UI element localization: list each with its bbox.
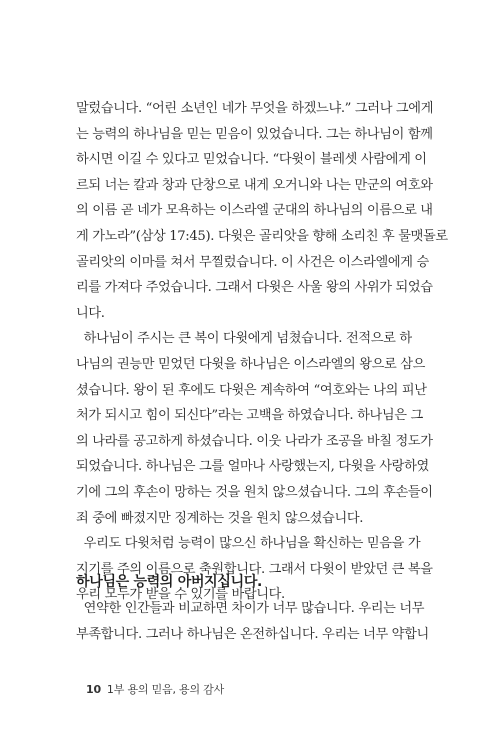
body-line: 기에 그의 후손이 망하는 것을 원치 않으셨습니다. 그의 후손들이 xyxy=(76,484,433,500)
body-line: 부족합니다. 그러나 하나님은 온전하십니다. 우리는 너무 약합니 xyxy=(76,626,429,642)
body-line: 연약한 인간들과 비교하면 차이가 너무 많습니다. 우리는 너무 xyxy=(76,601,425,616)
section-heading: 하나님은 능력의 아버지십니다. xyxy=(76,574,263,590)
body-line: 하나님이 주시는 큰 복이 다윗에게 넘쳤습니다. 전적으로 하 xyxy=(76,331,412,347)
body-line: 우리 모두가 받을 수 있기를 바랍니다. xyxy=(76,587,285,603)
body-line: 리를 가져다 주었습니다. 그래서 다윗은 사울 왕의 사위가 되었습 xyxy=(76,280,433,296)
body-line: 말렀습니다. “어린 소년인 네가 무엇을 하겠느냐.” 그러나 그에게 xyxy=(76,101,434,116)
body-text-block-2 xyxy=(76,596,434,647)
page-footer xyxy=(86,681,224,697)
body-line: 하시면 이길 수 있다고 믿었습니다. “다윗이 블레셋 사람에게 이 xyxy=(76,152,427,168)
body-line: 처가 되시고 힘이 되신다”라는 고백을 하였습니다. 하나님은 그 xyxy=(76,408,423,424)
body-line: 니다. xyxy=(76,305,105,321)
body-line: 죄 중에 빠졌지만 징계하는 것을 원치 않으셨습니다. xyxy=(76,510,364,526)
running-title: 1부 용의 믿음, 용의 감사 xyxy=(106,683,225,696)
body-line: 우리도 다윗처럼 능력이 많으신 하나님을 확신하는 믿음을 가 xyxy=(76,536,421,552)
body-line: 골리앗의 이마를 쳐서 무찔렀습니다. 이 사건은 이스라엘에게 승 xyxy=(76,254,429,270)
body-line: 나님의 권능만 믿었던 다윗을 하나님은 이스라엘의 왕으로 삼으 xyxy=(76,356,426,372)
body-line: 게 가노라”(삼상 17:45). 다윗은 골리앗을 향해 소리친 후 물맷돌로 xyxy=(76,228,448,244)
body-line: 의 나라를 공고하게 하셨습니다. 이웃 나라가 조공을 바칠 정도가 xyxy=(76,433,433,449)
body-line: 되었습니다. 하나님은 그를 얼마나 사랑했는지, 다윗을 사랑하였 xyxy=(76,459,429,475)
body-line: 의 이름 곧 네가 모욕하는 이스라엘 군대의 하나님의 이름으로 내 xyxy=(76,203,433,219)
body-line: 셨습니다. 왕이 된 후에도 다윗은 계속하여 “여호와는 나의 피난 xyxy=(76,382,427,398)
body-line: 는 능력의 하나님을 믿는 믿음이 있었습니다. 그는 하나님이 함께 xyxy=(76,126,433,142)
body-line: 르되 너는 칼과 창과 단창으로 내게 오거니와 나는 만군의 여호와 xyxy=(76,177,433,193)
page-number: 10 xyxy=(86,683,101,696)
body-text-block-1 xyxy=(76,96,448,608)
body-line: 지기를 주의 이름으로 축원합니다. 그래서 다윗이 받았던 큰 복을 xyxy=(76,561,433,577)
